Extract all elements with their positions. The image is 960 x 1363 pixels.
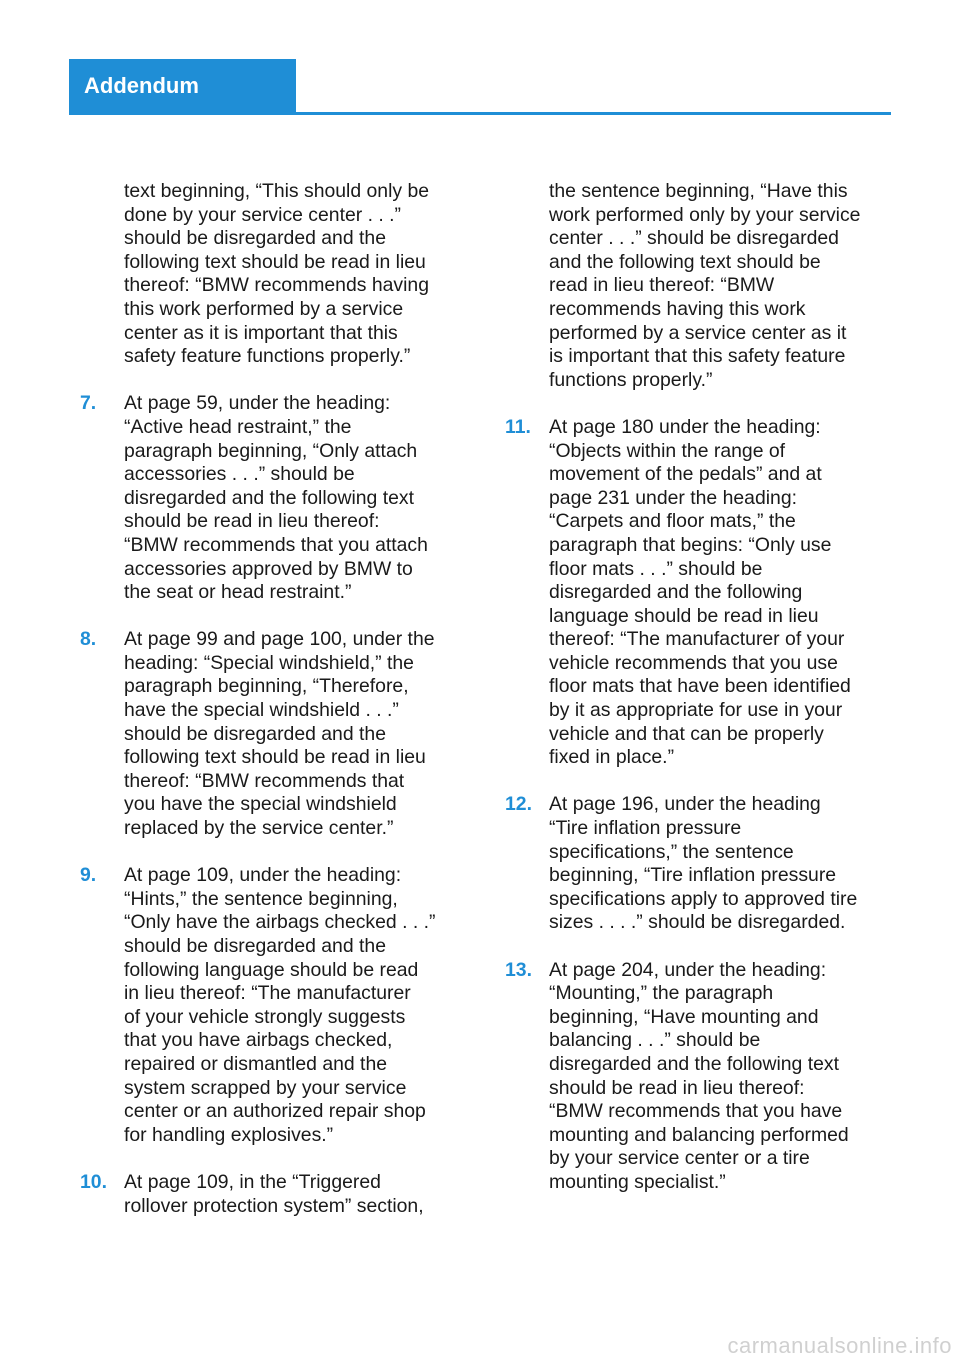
list-item-7 (80, 392, 465, 604)
item-number: 13. (505, 958, 532, 981)
item-text: At page 109, in the “Triggered rollover protection system” section, (124, 1170, 424, 1217)
list-item-9 (80, 864, 465, 1147)
item-text: text beginning, “This should only be done by your service center . . .” should be disregarded and the following text should be read in lieu thereof: “BMW recommends having this work performed by a service center as it is important that this safety feature functions properly.” (124, 180, 430, 368)
list-item-continued-left (80, 180, 465, 369)
item-text: At page 204, under the heading: “Mounting,” the paragraph beginning, “Have mounting and balancing . . .” should be disregarded and the following text should be read in lieu thereof: “BMW recommends that you have mounting and balancing performed by your service center or a tire mounting specialist.” (549, 958, 849, 1193)
item-text: At page 59, under the heading: “Active head restraint,” the paragraph beginning, “Only attach accessories . . .” should be disregarded and the following text should be read in lieu thereof: “BMW recommends that you attach accessories approved by BMW to the seat or head restraint.” (124, 392, 428, 604)
item-number: 9. (80, 864, 97, 887)
item-text: At page 99 and page 100, under the heading: “Special windshield,” the paragraph beginning, “Therefore, have the special windshield . . .” should be disregarded and the following text should be read in lieu thereof: “BMW recommends that you have the special windshield replaced by the service center.” (124, 628, 435, 840)
item-number: 7. (80, 392, 97, 415)
item-number: 8. (80, 628, 97, 651)
item-text: At page 180 under the heading: “Objects within the range of movement of the pedals” and at page 231 under the heading: “Carpets and floor mats,” the paragraph that begins: “Only use floor mats . . .” should be disregarded and the following language should be read in lieu thereof: “The manufacturer of your vehicle recommends that you use floor mats that have been identified by it as appropriate for use in your vehicle and that can be properly fixed in place.” (549, 415, 851, 769)
list-item-12 (505, 793, 890, 935)
item-text: the sentence beginning, “Have this work performed only by your service center . . .” should be disregarded and the following text should be read in lieu thereof: “BMW recommends having this work performed by a service center as it is important that this safety feature functions properly.” (549, 180, 861, 391)
list-item-13 (505, 959, 890, 1195)
watermark-text: carmanualsonline.info (727, 1333, 952, 1358)
list-item-10 (80, 1171, 465, 1218)
item-text: At page 196, under the heading “Tire inflation pressure specifications,” the sentence beginning, “Tire inflation pressure specifications apply to approved tire sizes . . . .” should be disregarded. (549, 793, 858, 934)
section-title: Addendum (84, 73, 199, 98)
right-column (505, 180, 890, 1218)
section-header-tab (69, 59, 296, 113)
list-item-continued-right (505, 180, 890, 392)
list-item-8 (80, 628, 465, 840)
item-number: 12. (505, 793, 532, 816)
header-divider (69, 112, 891, 115)
left-column (80, 180, 465, 1242)
item-number: 10. (80, 1170, 107, 1193)
item-text: At page 109, under the heading: “Hints,” the sentence beginning, “Only have the airbags checked . . .” should be disregarded and the following language should be read in lieu thereof: “The manufacturer of your vehicle strongly suggests that you have airbags checked, repaired or dismantled and the system scrapped by your service center or an authorized repair shop for handling explosives.” (124, 864, 436, 1146)
item-number: 11. (505, 415, 531, 438)
list-item-11 (505, 416, 890, 770)
